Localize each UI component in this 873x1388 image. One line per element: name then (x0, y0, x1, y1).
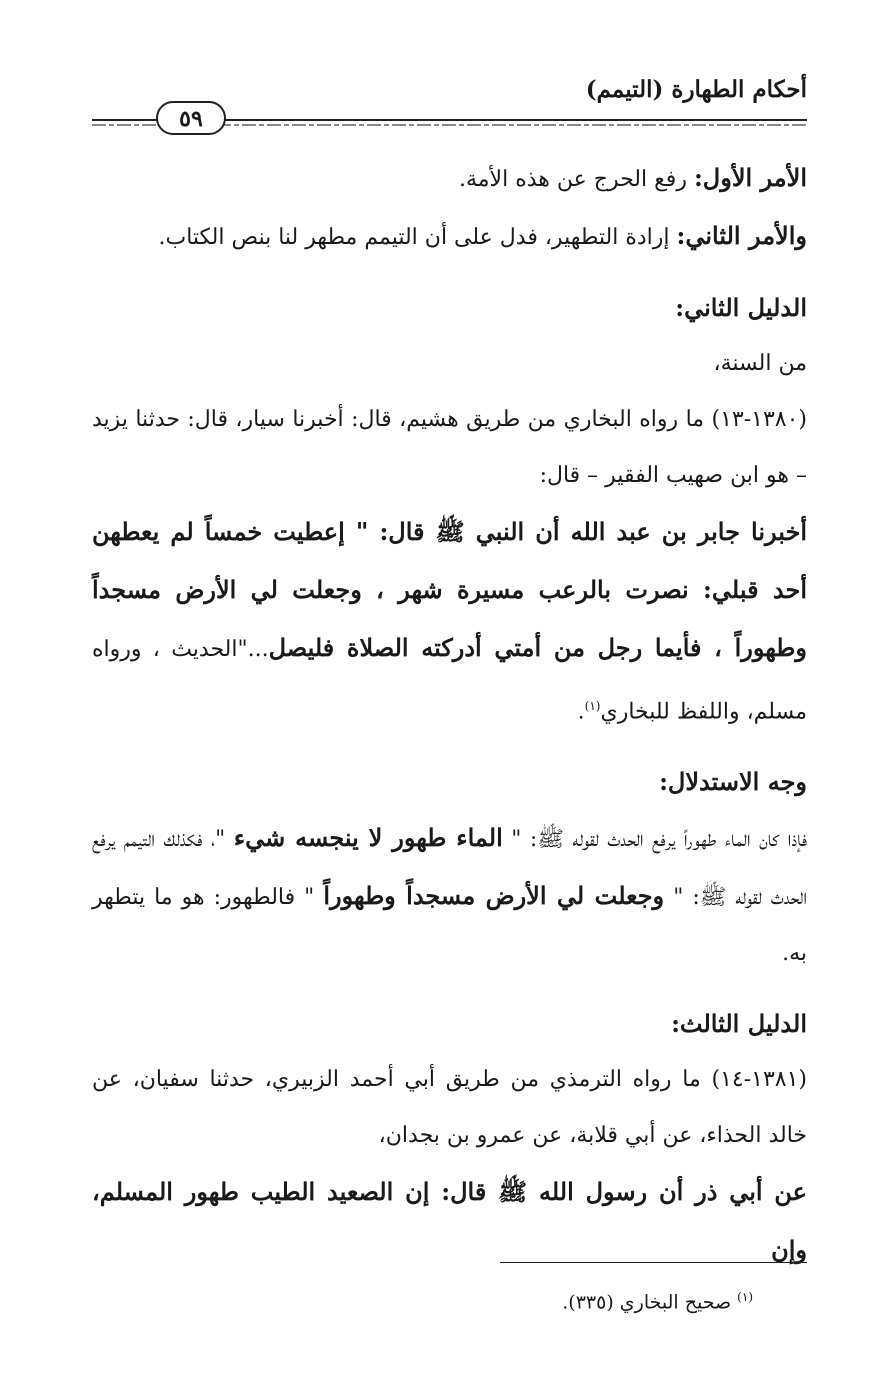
paragraph-first-matter (92, 150, 807, 208)
running-header-title: أحكام الطهارة (التيمم) (585, 76, 807, 103)
second-matter-text: إرادة التطهير، فدل على أن التيمم مطهر لنا بنص الكتاب. (158, 225, 677, 250)
inference-part-3: " فالطهور: هو ما يتطهر به. (92, 885, 807, 967)
footnote-ref[interactable]: (١) (584, 699, 601, 713)
inference-part-2: "، فكذلك التيمم يرفع الحدث لقوله ﷺ: " (92, 827, 808, 911)
chain-1381: (١٣٨١-١٤) ما رواه الترمذي من طريق أبي أحمد الزبيري، حدثنا سفيان، عن خالد الحذاء، عن أبي قلابة، عن عمرو بن بجدان، (92, 1067, 807, 1149)
footnote-text: صحيح البخاري (٣٣٥). (562, 1291, 738, 1314)
period: . (577, 699, 585, 725)
second-matter-lead: والأمر الثاني: (676, 221, 807, 250)
inference-bold-1: الماء طهور لا ينجسه شيء (233, 823, 503, 853)
hadith-1380-bold: أخبرنا جابر بن عبد الله أن النبي ﷺ قال: " إعطيت خمساً لم يعطهن أحد قبلي: نصرت بالرعب مسيرة شهر ، وجعلت لي الأرض مسجداً وطهوراً ، فأيما رجل من أمتي أدركته الصلاة فليصل (92, 517, 807, 662)
footnote-separator (500, 1262, 807, 1263)
footnote (562, 1290, 753, 1313)
hadith-1381-bold: عن أبي ذر أن رسول الله ﷺ قال: إن الصعيد الطيب طهور المسلم، وإن (92, 1177, 807, 1265)
inference-bold-2: وجعلت لي الأرض مسجداً وطهوراً (323, 881, 665, 911)
from-sunnah: من السنة، (713, 351, 807, 376)
first-matter-lead: الأمر الأول: (693, 163, 807, 192)
page-number-badge (155, 100, 227, 138)
hadith-1380-tail: ..."الحديث ، ورواه مسلم، واللفظ للبخاري (92, 637, 807, 725)
paragraph-second-matter (92, 208, 807, 266)
first-matter-text: رفع الحرج عن هذه الأمة. (458, 167, 694, 192)
page-body (92, 150, 807, 1280)
inference-paragraph (92, 810, 807, 982)
heading-second-evidence: الدليل الثاني: (675, 293, 807, 322)
inference-part-1: فإذا كان الماء طهوراً يرفع الحدث لقوله ﷺ: " (502, 827, 808, 853)
heading-inference: وجه الاستدلال: (659, 767, 807, 797)
chain-1380: (١٣٨٠-١٣) ما رواه البخاري من طريق هشيم، قال: أخبرنا سيار، قال: حدثنا يزيد – هو ابن صهيب الفقير – قال: (92, 407, 807, 488)
heading-third-evidence: الدليل الثالث: (671, 1009, 807, 1039)
hadith-1380 (92, 504, 807, 740)
page-number: ٥٩ (179, 106, 203, 132)
footnote-marker: (١) (737, 1290, 753, 1304)
